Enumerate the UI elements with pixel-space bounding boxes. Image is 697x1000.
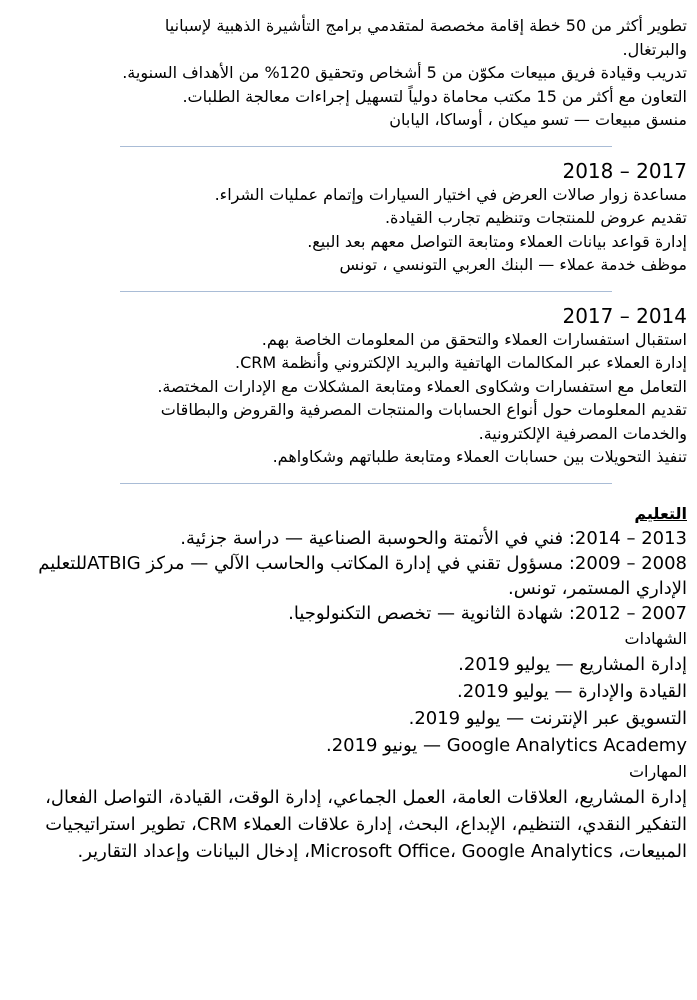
job-description-line: تطوير أكثر من 50 خطة إقامة مخصصة لمتقدمي برامج التأشيرة الذهبية لإسبانيا: [164, 16, 687, 35]
skills-heading: المهارات: [628, 761, 687, 781]
education-heading: التعليم: [634, 503, 687, 523]
job-date: 2017 – 2018: [562, 158, 687, 183]
job-description-line: تقديم المعلومات حول أنواع الحسابات والمنتجات المصرفية والقروض والبطاقات: [160, 400, 687, 419]
education-item: 2008 – 2009: مسؤول تقني في إدارة المكاتب والحاسب الآلي — مركز ATBIGللتعليم: [38, 552, 687, 574]
job-description-line: إدارة العملاء عبر المكالمات الهاتفية والبريد الإلكتروني وأنظمة CRM.: [234, 353, 687, 372]
section-divider: [120, 146, 612, 147]
skills-line: المبيعات، Microsoft Office، Google Analytics، إدخال البيانات وإعداد التقارير.: [77, 840, 687, 862]
skills-section: [20, 759, 687, 865]
certificate-item: التسويق عبر الإنترنت — يوليو 2019.: [408, 707, 687, 729]
job-section-2: [20, 159, 687, 277]
education-item: الإداري المستمر، تونس.: [507, 577, 687, 599]
section-divider: [120, 291, 612, 292]
job-section-3: [20, 304, 687, 469]
education-item: 2007 – 2012: شهادة الثانوية — تخصص التكنولوجيا.: [288, 602, 687, 624]
job-description-line: والخدمات المصرفية الإلكترونية.: [478, 423, 687, 443]
job-description-line: تنفيذ التحويلات بين حسابات العملاء ومتابعة طلباتهم وشكاواهم.: [272, 447, 687, 466]
job-description-line: تدريب وقيادة فريق مبيعات مكوّن من 5 أشخاص وتحقيق 120% من الأهداف السنوية.: [122, 63, 687, 82]
job-description-line: والبرتغال.: [622, 39, 687, 59]
skills-line: التفكير النقدي، التنظيم، الإبداع، البحث، إدارة علاقات العملاء CRM، تطوير استراتيجيات: [45, 813, 687, 835]
job-description-line: استقبال استفسارات العملاء والتحقق من المعلومات الخاصة بهم.: [261, 329, 687, 349]
job-description-line: التعامل مع استفسارات وشكاوى العملاء ومتابعة المشكلات مع الإدارات المختصة.: [157, 376, 687, 396]
job-section-1: [20, 14, 687, 132]
certificate-item: إدارة المشاريع — يوليو 2019.: [458, 653, 687, 675]
job-description-line: مساعدة زوار صالات العرض في اختيار السيارات وإتمام عمليات الشراء.: [214, 184, 687, 204]
certificate-item: القيادة والإدارة — يوليو 2019.: [456, 680, 687, 702]
job-description-line: تقديم عروض للمنتجات وتنظيم تجارب القيادة.: [384, 208, 687, 227]
job-title-line: موظف خدمة عملاء — البنك العربي التونسي ، تونس: [339, 255, 687, 274]
skills-line: إدارة المشاريع، العلاقات العامة، العمل الجماعي، إدارة الوقت، القيادة، التواصل الفعال،: [45, 786, 687, 808]
certificates-section: [20, 626, 687, 759]
job-date: 2014 – 2017: [562, 303, 687, 328]
education-section: [20, 502, 687, 626]
job-title-line: منسق مبيعات — تسو ميكان ، أوساكا، اليابان: [389, 110, 687, 129]
certificates-heading: الشهادات: [624, 628, 687, 648]
section-divider: [120, 483, 612, 484]
job-description-line: التعاون مع أكثر من 15 مكتب محاماة دولياً لتسهيل إجراءات معالجة الطلبات.: [182, 86, 687, 106]
certificate-item: Google Analytics Academy — يونيو 2019.: [325, 734, 687, 756]
job-description-line: إدارة قواعد بيانات العملاء ومتابعة التواصل معهم بعد البيع.: [307, 231, 687, 251]
education-item: 2013 – 2014: فني في الأتمتة والحوسبة الصناعية — دراسة جزئية.: [180, 527, 687, 549]
